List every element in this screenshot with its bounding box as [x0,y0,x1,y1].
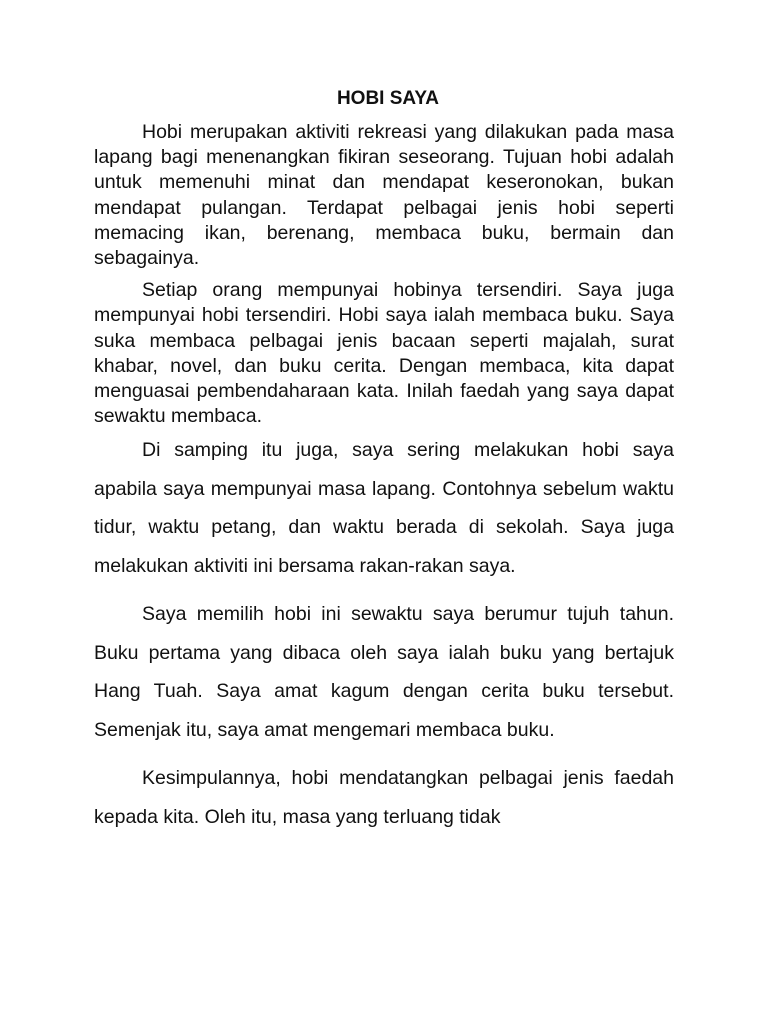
paragraph-5: Kesimpulannya, hobi mendatangkan pelbagai jenis faedah kepada kita. Oleh itu, masa yang terluang tidak [94,767,674,828]
paragraph-1: Hobi merupakan aktiviti rekreasi yang dilakukan pada masa lapang bagi menenangkan fikiran seseorang. Tujuan hobi adalah untuk memenuhi minat dan mendapat keseronokan, bukan mendapat pulangan. Terdapat pelbagai jenis hobi seperti memacing ikan, berenang, membaca buku, bermain dan sebagainya. [94,121,674,270]
document-page [94,86,674,836]
paragraph-3: Di samping itu juga, saya sering melakukan hobi saya apabila saya mempunyai masa lapang. Contohnya sebelum waktu tidur, waktu petang, dan waktu berada di sekolah. Saya juga melakukan aktiviti ini bersama rakan-rakan saya. [94,439,674,577]
paragraph-2: Setiap orang mempunyai hobinya tersendiri. Saya juga mempunyai hobi tersendiri. Hobi saya ialah membaca buku. Saya suka membaca pelbagai jenis bacaan seperti majalah, surat khabar, novel, dan buku cerita. Dengan membaca, kita dapat menguasai pembendaharaan kata. Inilah faedah yang saya dapat sewaktu membaca. [94,279,674,428]
paragraph-4: Saya memilih hobi ini sewaktu saya berumur tujuh tahun. Buku pertama yang dibaca oleh saya ialah buku yang bertajuk Hang Tuah. Saya amat kagum dengan cerita buku tersebut. Semenjak itu, saya amat mengemari membaca buku. [94,603,674,741]
document-title: HOBI SAYA [336,88,440,109]
